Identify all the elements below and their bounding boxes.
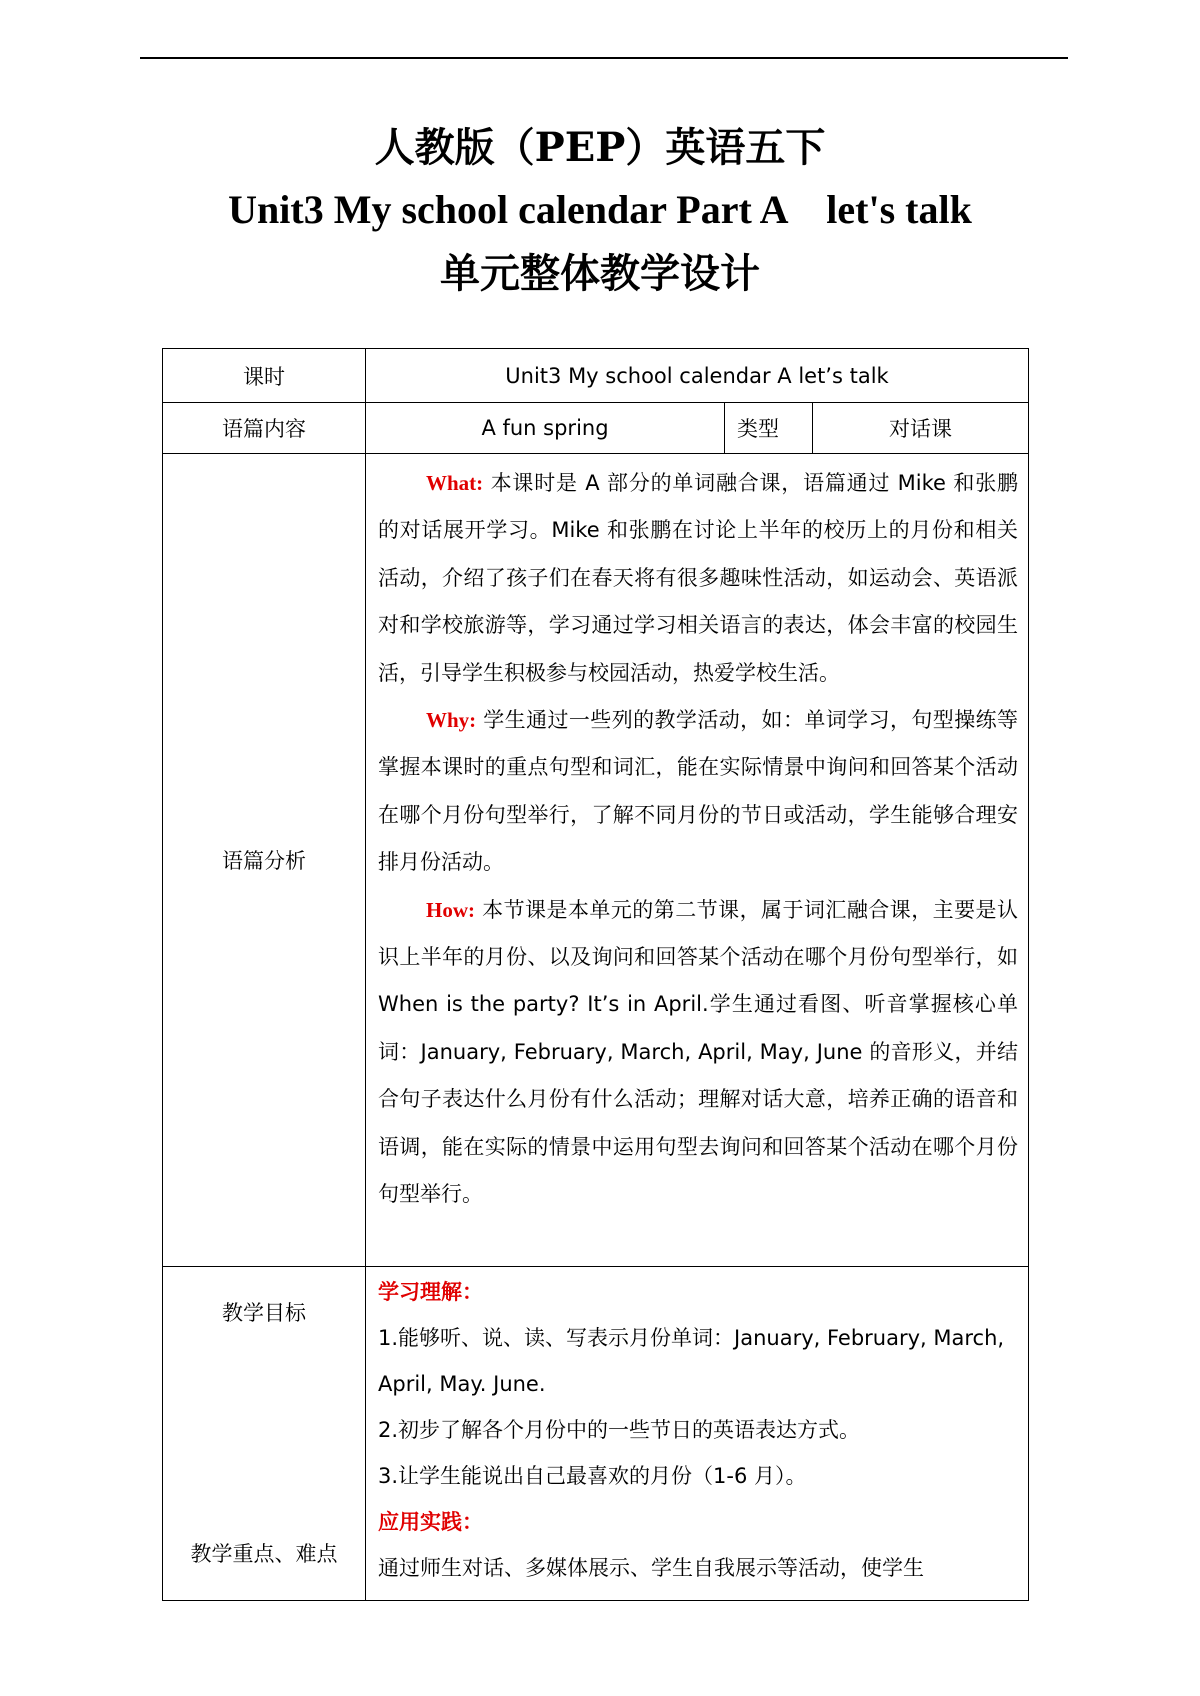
row-label-objectives-cell [163, 1267, 366, 1601]
row-label-text-content: 语篇内容 [163, 403, 366, 454]
doc-title-line2: Unit3 My school calendar Part A let's talk [228, 187, 972, 232]
objectives-cell [366, 1267, 1029, 1601]
row-label-text-analysis: 语篇分析 [163, 454, 366, 1267]
how-keyword: How: [426, 897, 475, 922]
how-text: 本节课是本单元的第二节课，属于词汇融合课，主要是认识上半年的月份、以及询问和回答某个活动在哪个月份句型举行，如 When is the party? It’s in April.学生通过看图、听音掌握核心单词：January, February, March, April, May, June 的音形义，并结合句子表达什么月份有什么活动；理解对话大意，培养正确的语音和语调，能在实际的情景中运用句型去询问和回答某个活动在哪个月份句型举行。 [378, 897, 1018, 1207]
practice-text: 通过师生对话、多媒体展示、学生自我展示等活动，使学生 [378, 1556, 924, 1580]
what-keyword: What: [426, 471, 484, 495]
what-paragraph [378, 460, 1018, 697]
row-label-key-points: 教学重点、难点 [190, 1542, 338, 1566]
row-label-objectives: 教学目标 [222, 1301, 306, 1325]
table-row [163, 454, 1029, 1267]
table-row [163, 349, 1029, 403]
section-heading-practice: 应用实践： [378, 1510, 483, 1534]
objective-item-3: 3.让学生能说出自己最喜欢的月份（1-6 月）。 [378, 1464, 807, 1488]
type-label: 类型 [725, 403, 813, 454]
table-row [163, 1267, 1029, 1601]
header-rule [140, 57, 1068, 59]
type-value: 对话课 [813, 403, 1029, 454]
doc-title-line1: 人教版（PEP）英语五下 [374, 124, 826, 171]
what-text: 本课时是 A 部分的单词融合课，语篇通过 Mike 和张鹏的对话展开学习。Mike 和张鹏在讨论上半年的校历上的月份和相关活动，介绍了孩子们在春天将有很多趣味性活动，如运动会、英语派对和学校旅游等，学习通过学习相关语言的表达，体会丰富的校园生活，引导学生积极参与校园活动，热爱学校生活。 [378, 471, 1018, 685]
section-heading-understanding: 学习理解： [378, 1280, 483, 1304]
text-content-value: A fun spring [366, 403, 725, 454]
row-label-period: 课时 [163, 349, 366, 403]
text-analysis-cell [366, 454, 1029, 1267]
why-keyword: Why: [426, 708, 477, 733]
table-row [163, 403, 1029, 454]
why-paragraph [378, 697, 1018, 887]
period-value: Unit3 My school calendar A let’s talk [366, 349, 1029, 403]
objective-item-1: 1.能够听、说、读、写表示月份单词：January, February, March, April, May. June. [378, 1326, 1005, 1396]
doc-title-line3: 单元整体教学设计 [440, 250, 760, 297]
how-paragraph [378, 887, 1018, 1219]
why-text: 学生通过一些列的教学活动，如：单词学习，句型操练等掌握本课时的重点句型和词汇，能在实际情景中询问和回答某个活动在哪个月份句型举行，了解不同月份的节日或活动，学生能够合理安排月份活动。 [378, 708, 1018, 875]
objective-item-2: 2.初步了解各个月份中的一些节日的英语表达方式。 [378, 1418, 861, 1442]
lesson-plan-table [162, 348, 1029, 1601]
